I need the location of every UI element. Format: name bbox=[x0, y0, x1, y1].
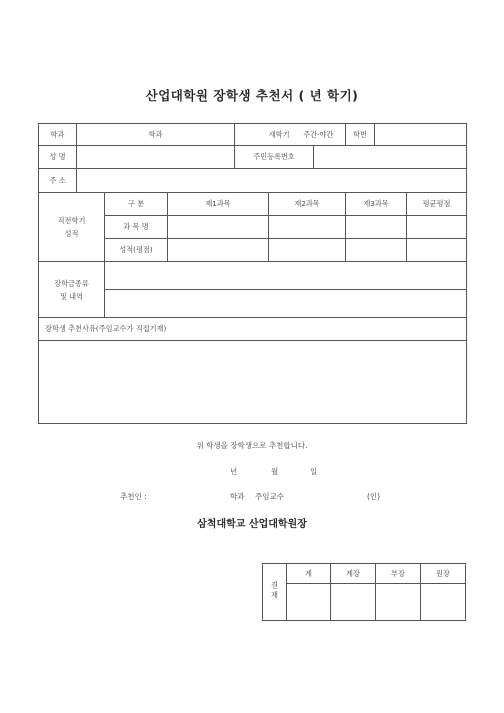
approval-sign-staff[interactable] bbox=[287, 584, 331, 621]
grades-header-subject-3: 제3과목 bbox=[346, 193, 407, 216]
date-month: 월 bbox=[271, 467, 279, 476]
grades-header-subject-1: 제1과목 bbox=[168, 193, 269, 216]
scholarship-field-2[interactable] bbox=[105, 290, 467, 318]
address-label: 주 소 bbox=[39, 169, 77, 193]
approval-col-chief: 계장 bbox=[331, 564, 376, 584]
approval-side-label: 결재 bbox=[263, 564, 287, 621]
grades-section-label: 직전학기 성적 bbox=[39, 193, 105, 262]
resident-no-field[interactable] bbox=[314, 146, 467, 169]
name-field[interactable] bbox=[77, 146, 235, 169]
reason-field[interactable] bbox=[39, 341, 467, 424]
name-row bbox=[39, 146, 467, 169]
reason-label: 장학생 추천사유(주임교수가 직접기재) bbox=[39, 318, 467, 341]
approval-sign-dean[interactable] bbox=[421, 584, 466, 621]
reason-body-row bbox=[39, 341, 467, 424]
approval-sign-chief[interactable] bbox=[331, 584, 376, 621]
new-term-label: 새학기 bbox=[235, 124, 292, 146]
student-no-label: 학번 bbox=[346, 124, 375, 146]
approval-table bbox=[262, 563, 466, 621]
resident-no-label: 주민등록번호 bbox=[235, 146, 314, 169]
grades-header-row bbox=[39, 193, 467, 216]
day-night-field[interactable]: 주간·야간 bbox=[292, 124, 346, 146]
grades-header-category: 구 분 bbox=[105, 193, 168, 216]
subject-1-name-field[interactable] bbox=[168, 216, 269, 239]
scholarship-field-1[interactable] bbox=[105, 262, 467, 290]
approval-col-staff: 계 bbox=[287, 564, 331, 584]
page-title: 산업대학원 장학생 추천서 ( 년 학기) bbox=[145, 88, 359, 103]
approval-col-director: 부장 bbox=[376, 564, 421, 584]
average-name-field[interactable] bbox=[407, 216, 467, 239]
date-year: 년 bbox=[230, 467, 238, 476]
recommend-statement: 위 학생을 장학생으로 추천합니다. bbox=[196, 441, 308, 450]
subject-2-name-field[interactable] bbox=[269, 216, 346, 239]
subject-3-score-field[interactable] bbox=[346, 239, 407, 262]
subject-1-score-field[interactable] bbox=[168, 239, 269, 262]
date-day: 일 bbox=[310, 467, 318, 476]
student-no-field[interactable] bbox=[375, 124, 467, 146]
name-label: 성 명 bbox=[39, 146, 77, 169]
subject-2-score-field[interactable] bbox=[269, 239, 346, 262]
grades-header-subject-2: 제2과목 bbox=[269, 193, 346, 216]
school-name: 삼척대학교 산업대학원장 bbox=[197, 519, 307, 530]
dept-value[interactable]: 학과 bbox=[77, 124, 235, 146]
recommender-dept: 학과 bbox=[230, 492, 245, 501]
score-label: 성적(평점) bbox=[105, 239, 168, 262]
recommender-label: 추천인 : bbox=[120, 492, 147, 501]
subject-3-name-field[interactable] bbox=[346, 216, 407, 239]
average-score-field[interactable] bbox=[407, 239, 467, 262]
scholarship-type-label: 장학금종류 및 내역 bbox=[39, 262, 105, 318]
recommender-role: 주임교수 bbox=[255, 492, 284, 501]
reason-label-row bbox=[39, 318, 467, 341]
address-field[interactable] bbox=[77, 169, 467, 193]
grades-header-average: 평균평점 bbox=[407, 193, 467, 216]
address-row bbox=[39, 169, 467, 193]
dept-label: 학과 bbox=[39, 124, 77, 146]
recommendation-form-table bbox=[38, 123, 467, 424]
subject-name-label: 과 목 명 bbox=[105, 216, 168, 239]
scholarship-row-1 bbox=[39, 262, 467, 290]
dept-row bbox=[39, 124, 467, 146]
approval-col-dean: 원장 bbox=[421, 564, 466, 584]
approval-sign-director[interactable] bbox=[376, 584, 421, 621]
seal-mark: (인) bbox=[367, 492, 381, 501]
